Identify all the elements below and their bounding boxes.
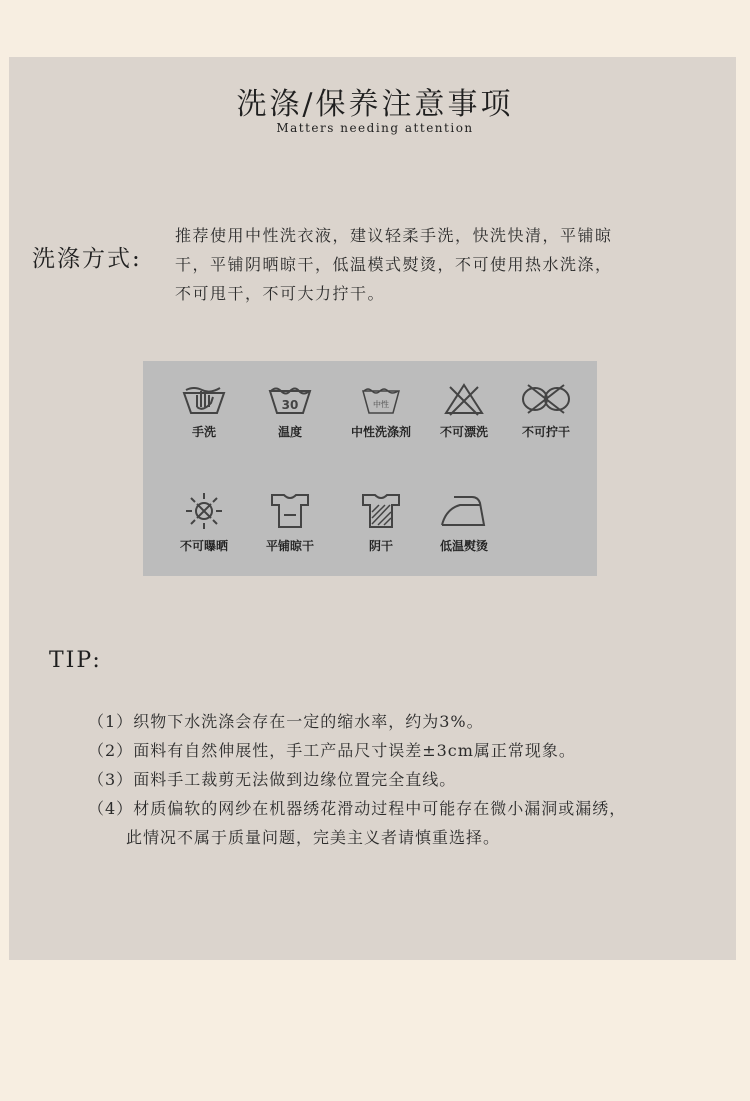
- care-label: 不可拧干: [521, 425, 570, 439]
- care-item-no-bleach: [420, 381, 508, 440]
- care-label: 不可漂洗: [439, 425, 488, 439]
- tip-number: （1）: [88, 712, 134, 731]
- washing-method-label: 洗涤方式:: [32, 246, 142, 272]
- care-label: 平铺晾干: [265, 539, 314, 553]
- care-item-no-wring: [502, 381, 590, 440]
- tip-item: [88, 794, 728, 823]
- care-item-low-iron: [420, 491, 508, 554]
- wash-temperature-icon: [266, 381, 314, 417]
- tip-number: （4）: [88, 799, 134, 818]
- tip-continuation: 此情况不属于质量问题，完美主义者请慎重选择。: [126, 828, 501, 847]
- care-label: 温度: [277, 425, 302, 439]
- care-item-dry-in-shade: [337, 491, 425, 554]
- no-bleach-icon: [440, 381, 488, 417]
- washing-line: 不可甩干，不可大力拧干。: [175, 284, 386, 303]
- care-label: 低温熨烫: [439, 539, 488, 553]
- tip-number: （2）: [88, 741, 134, 760]
- tip-heading: TIP:: [49, 648, 102, 673]
- tip-item: [88, 736, 728, 765]
- page-subtitle: Matters needing attention: [276, 121, 474, 135]
- care-label: 手洗: [191, 425, 216, 439]
- dry-flat-icon: [266, 491, 314, 531]
- care-item-temperature: [246, 381, 334, 440]
- tip-number: （3）: [88, 770, 134, 789]
- tips-list: [88, 707, 728, 852]
- temperature-value: 30: [281, 398, 299, 412]
- care-item-hand-wash: [160, 381, 248, 440]
- care-item-neutral-detergent: [337, 381, 425, 440]
- tip-text: 织物下水洗涤会存在一定的缩水率，约为3%。: [133, 712, 484, 731]
- care-label: 阴干: [368, 539, 393, 553]
- care-label: 中性洗涤剂: [350, 425, 411, 439]
- page-title: 洗涤/保养注意事项: [236, 87, 514, 122]
- care-item-no-sun: [160, 491, 248, 554]
- neutral-detergent-icon: [357, 381, 405, 417]
- tip-item: [88, 707, 728, 736]
- tip-text: 面料手工裁剪无法做到边缘位置完全直线。: [133, 770, 457, 789]
- low-iron-icon: [438, 491, 490, 531]
- washing-line: 推荐使用中性洗衣液，建议轻柔手洗，快洗快清，平铺晾: [175, 226, 613, 245]
- no-wring-icon: [518, 381, 574, 417]
- washing-method-text: [175, 221, 695, 308]
- care-item-dry-flat: [246, 491, 334, 554]
- tip-text: 材质偏软的网纱在机器绣花滑动过程中可能存在微小漏洞或漏绣，: [133, 799, 627, 818]
- tip-text: 面料有自然伸展性，手工产品尺寸误差±3cm属正常现象。: [133, 741, 576, 760]
- hand-wash-icon: [180, 381, 228, 417]
- care-icons-panel: [143, 361, 597, 576]
- care-label: 不可曝晒: [179, 539, 228, 553]
- washing-line: 干，平铺阴晒晾干，低温模式熨烫，不可使用热水洗涤，: [175, 255, 613, 274]
- tip-item: [88, 765, 728, 794]
- detergent-tag: 中性: [373, 400, 389, 409]
- no-sun-icon: [180, 491, 228, 531]
- dry-in-shade-icon: [357, 491, 405, 531]
